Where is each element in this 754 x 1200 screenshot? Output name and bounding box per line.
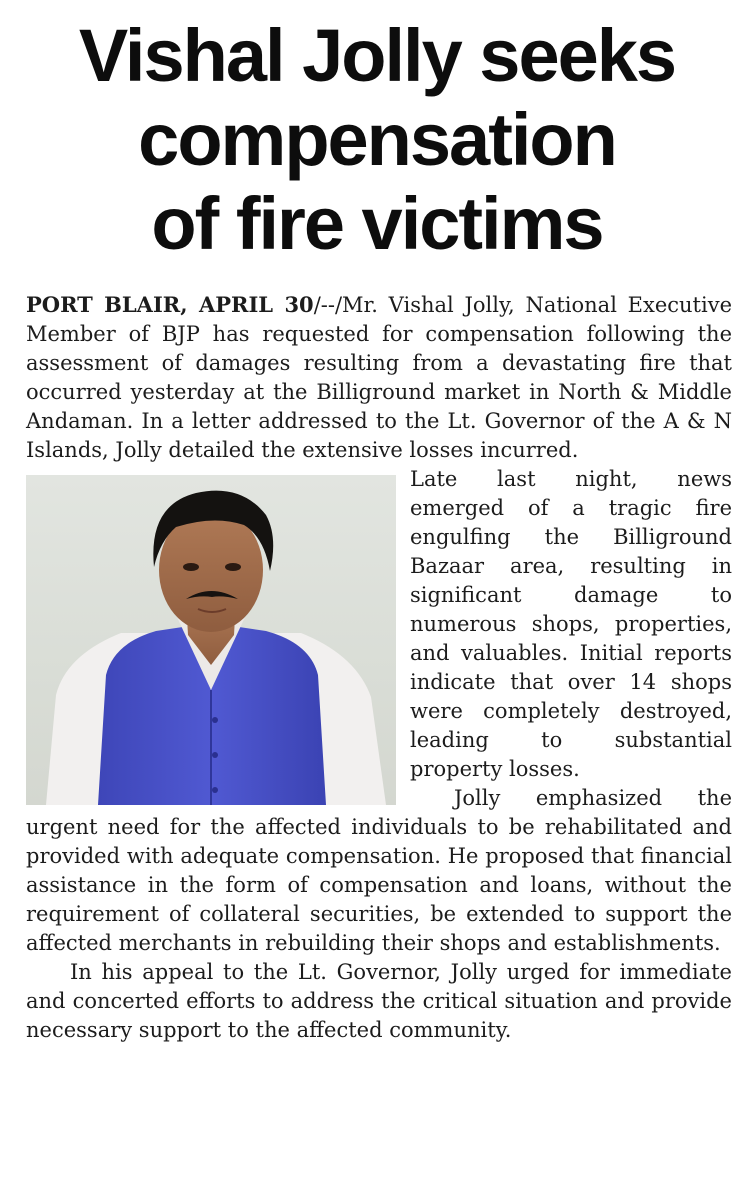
- dateline: PORT BLAIR, APRIL 30: [26, 292, 314, 317]
- article-paragraph-1: [26, 290, 732, 465]
- headline: [0, 14, 754, 266]
- article-paragraph-2: Late last night, news emerged of a tragic fire engulfing the Billiground Bazaar area, resulting in significant damage to numerous shops, properties, and valuables. Initial reports indicate that over 14 shops were completely destroyed, leading to substantial property losses.: [410, 467, 732, 781]
- headline-line-1: Vishal Jolly seeks: [78, 14, 676, 97]
- paragraph-1-text: /--/Mr. Vishal Jolly, National Executive Member of BJP has requested for compensation following the assessment of damages resulting from a devastating fire that occurred yesterday at the Billiground market in North & Middle Andaman. In a letter addressed to the Lt. Governor of the A & N Islands, Jolly detailed the extensive losses incurred.: [26, 293, 732, 462]
- article-paragraph-4: In his appeal to the Lt. Governor, Jolly urged for immediate and concerted efforts to address the critical situation and provide necessary support to the affected community.: [26, 960, 732, 1042]
- headline-line-2: compensation: [138, 98, 616, 181]
- portrait-illustration: [26, 475, 396, 805]
- article-paragraph-3: Jolly emphasized the urgent need for the affected individuals to be rehabilitated and provided with adequate compensation. He proposed that financial assistance in the form of compensation and loans, without the requirement of collateral securities, be extended to support the affected merchants in rebuilding their shops and establishments.: [26, 786, 732, 955]
- portrait-photo: [26, 475, 396, 805]
- article-body: [26, 290, 732, 1045]
- headline-line-3: of fire victims: [151, 182, 603, 265]
